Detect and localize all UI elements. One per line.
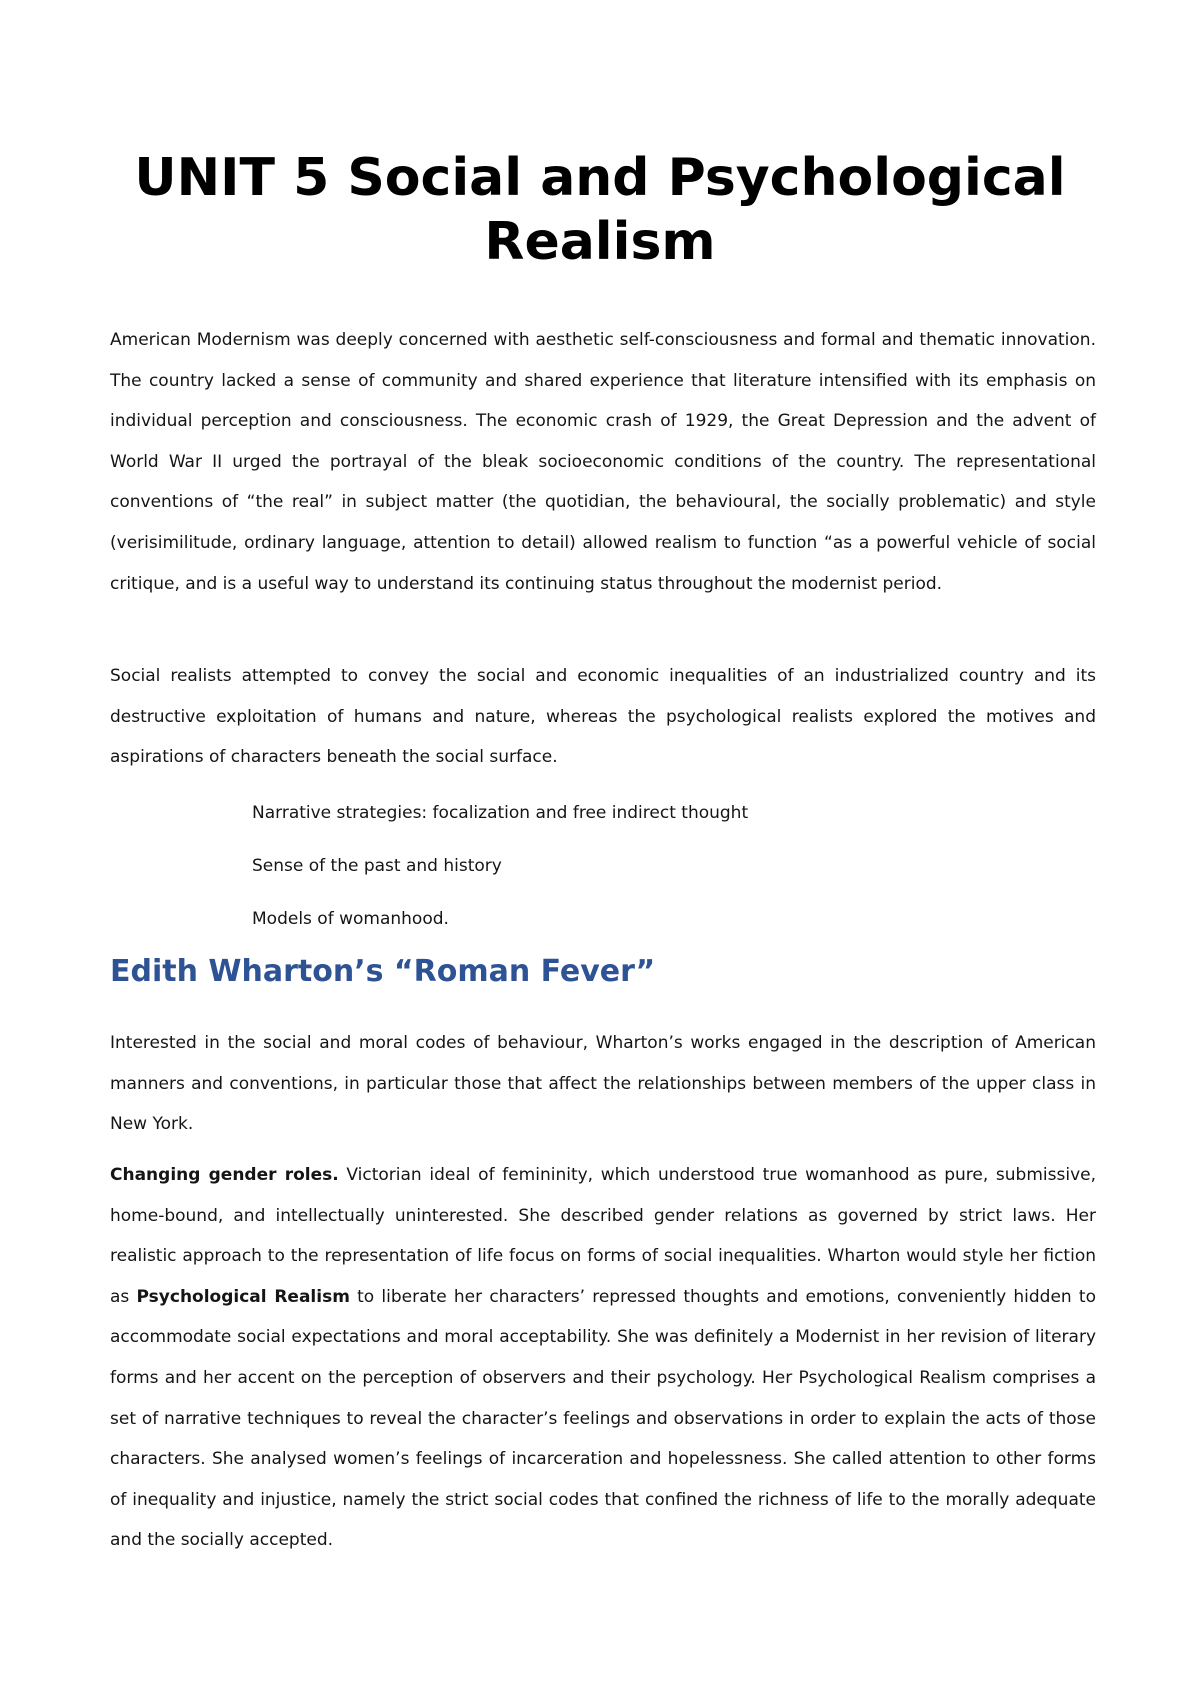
- list-item: Narrative strategies: focalization and free indirect thought: [252, 803, 749, 823]
- section-heading: Edith Wharton’s “Roman Fever”: [110, 954, 656, 989]
- list-item: Models of womanhood.: [252, 909, 449, 929]
- gender-roles-text-2: to liberate her characters’ repressed thoughts and emotions, conveniently hidden to accommodate social expectations and moral acceptability. She was definitely a Modernist in her revision of literary forms and her accent on the perception of observers and their psychology. Her Psychological Realism comprises a set of narrative techniques to reveal the character’s feelings and observations in order to explain the acts of those characters. She analysed women’s feelings of incarceration and hopelessness. She called attention to other forms of inequality and injustice, namely the strict social codes that confined the richness of life to the morally adequate and the socially accepted.: [110, 1286, 1096, 1551]
- gender-roles-paragraph: [110, 1155, 1096, 1561]
- gender-roles-text-1: Victorian ideal of femininity, which understood true womanhood as pure, submissive, home-bound, and intellectually uninterested. She described gender relations as governed by strict laws. Her realistic approach to the representation of life focus on forms of social inequalities. Wharton would style her fiction as: [110, 1165, 1096, 1307]
- social-realism-paragraph: Social realists attempted to convey the social and economic inequalities of an industrialized country and its destructive exploitation of humans and nature, whereas the psychological realists explored the motives and aspirations of characters beneath the social surface.: [110, 666, 1096, 768]
- psychological-realism-term: Psychological Realism: [136, 1286, 350, 1307]
- gender-roles-lead: Changing gender roles.: [110, 1165, 339, 1185]
- intro-paragraph: American Modernism was deeply concerned with aesthetic self-consciousness and formal and thematic innovation. The country lacked a sense of community and shared experience that literature intensified with its emphasis on individual perception and consciousness. The economic crash of 1929, the Great Depression and the advent of World War II urged the portrayal of the bleak socioeconomic conditions of the country. The representational conventions of “the real” in subject matter (the quotidian, the behavioural, the socially problematic) and style (verisimilitude, ordinary language, attention to detail) allowed realism to function “as a powerful vehicle of social critique, and is a useful way to understand its continuing status throughout the modernist period.: [110, 330, 1096, 594]
- page-title: UNIT 5 Social and Psychological Realism: [134, 148, 1066, 272]
- wharton-intro-paragraph: Interested in the social and moral codes of behaviour, Wharton’s works engaged in the description of American manners and conventions, in particular those that affect the relationships between members of the upper class in New York.: [110, 1033, 1096, 1135]
- list-item: Sense of the past and history: [252, 856, 502, 876]
